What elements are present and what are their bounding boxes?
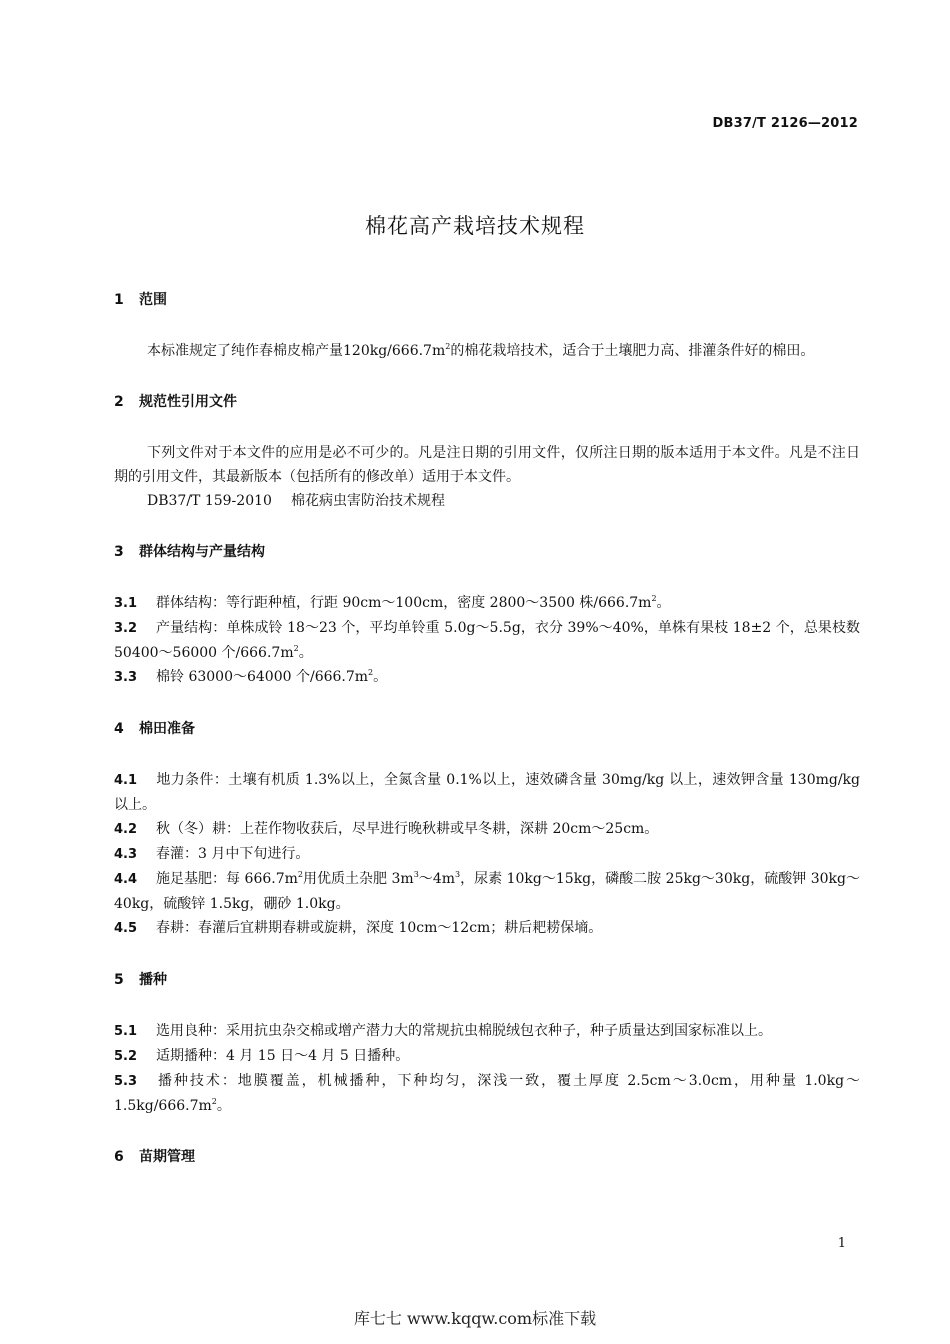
clause-number: 4.5 [114, 921, 138, 936]
section-number: 2 [114, 394, 124, 410]
document-code: DB37/T 2126—2012 [712, 116, 858, 131]
section-title: 播种 [139, 972, 167, 988]
text-run: 春耕：春灌后宜耕期春耕或旋耕，深度 10cm～12cm；耕后耙耢保墒。 [156, 920, 603, 936]
clause-5-2 [114, 1044, 860, 1069]
clause-4-5 [114, 916, 860, 941]
text-run: ，尿素 10kg～15kg，磷酸二胺 25kg～30kg，硫酸钾 30kg～40kg，硫酸锌 1.5kg，硼砂 1.0kg。 [114, 871, 860, 912]
clause-number: 3.2 [114, 621, 138, 636]
section-number: 5 [114, 972, 124, 988]
text-run: 。 [656, 595, 671, 611]
clause-number: 3.1 [114, 596, 138, 611]
clause-5-1 [114, 1019, 860, 1044]
superscript: 2 [297, 870, 303, 879]
text-run: ～4m [418, 871, 455, 887]
document-body [114, 288, 860, 1169]
superscript: 3 [455, 870, 461, 879]
text-run: 地力条件：土壤有机质 1.3%以上，全氮含量 0.1%以上，速效磷含量 30mg/kg 以上，速效钾含量 130mg/kg 以上。 [114, 772, 860, 813]
text-run: 施足基肥：每 666.7m [156, 871, 298, 887]
section-2-heading [114, 390, 860, 414]
clause-4-3 [114, 842, 860, 867]
section-title: 规范性引用文件 [139, 394, 237, 410]
text-run: 春灌：3 月中下旬进行。 [156, 846, 310, 862]
clause-4-1 [114, 768, 860, 817]
section-2-paragraph: 下列文件对于本文件的应用是必不可少的。凡是注日期的引用文件，仅所注日期的版本适用于本文件。凡是不注日期的引用文件，其最新版本（包括所有的修改单）适用于本文件。 [114, 445, 860, 485]
clause-5-3 [114, 1069, 860, 1118]
section-title: 范围 [139, 292, 167, 308]
text-run: 。 [216, 1098, 231, 1114]
clause-4-4 [114, 867, 860, 916]
text-run: 本标准规定了纯作春棉皮棉产量120kg/666.7m [147, 343, 446, 359]
text-run: 。 [298, 645, 313, 661]
text-run: 产量结构：单株成铃 18～23 个，平均单铃重 5.0g～5.5g，衣分 39%～40%，单株有果枝 18±2 个，总果枝数 50400～56000 个/666.7m [114, 620, 860, 661]
page-number: 1 [837, 1236, 846, 1251]
superscript: 2 [651, 594, 657, 603]
text-run: 选用良种：采用抗虫杂交棉或增产潜力大的常规抗虫棉脱绒包衣种子，种子质量达到国家标准以上。 [156, 1023, 772, 1039]
section-1-paragraph [114, 339, 860, 363]
text-run: 秋（冬）耕：上茬作物收获后，尽早进行晚秋耕或早冬耕，深耕 20cm～25cm。 [156, 821, 659, 837]
section-1-heading [114, 288, 860, 312]
section-title: 棉田准备 [139, 721, 195, 737]
section-number: 6 [114, 1149, 124, 1165]
document-title: 棉花高产栽培技术规程 [365, 214, 585, 238]
clause-number: 4.2 [114, 822, 138, 837]
section-5-heading [114, 968, 860, 992]
clause-number: 5.2 [114, 1049, 138, 1064]
text-run: 群体结构：等行距种植，行距 90cm～100cm，密度 2800～3500 株/666.7m [156, 595, 652, 611]
clause-3-2 [114, 616, 860, 665]
clause-number: 4.4 [114, 872, 138, 887]
footer-watermark: 库七七 www.kqqw.com标准下载 [353, 1309, 597, 1328]
superscript: 3 [413, 870, 419, 879]
clause-3-1 [114, 591, 860, 616]
text-run: 棉铃 63000～64000 个/666.7m [156, 669, 369, 685]
section-number: 4 [114, 721, 124, 737]
clause-number: 5.3 [114, 1074, 138, 1089]
text-run: 适期播种：4 月 15 日～4 月 5 日播种。 [156, 1048, 410, 1064]
text-run: 用优质土杂肥 3m [302, 871, 414, 887]
section-6-heading [114, 1145, 860, 1169]
reference-code: DB37/T 159-2010 [147, 493, 272, 509]
superscript: 2 [368, 668, 374, 677]
clause-3-3 [114, 665, 860, 690]
clause-number: 4.3 [114, 847, 138, 862]
text-run: 播种技术：地膜覆盖，机械播种，下种均匀，深浅一致，覆土厚度 2.5cm～3.0cm，用种量 1.0kg～1.5kg/666.7m [114, 1073, 860, 1114]
reference-title: 棉花病虫害防治技术规程 [291, 493, 445, 509]
text-run: 的棉花栽培技术，适合于土壤肥力高、排灌条件好的棉田。 [450, 343, 815, 359]
section-number: 3 [114, 544, 124, 560]
text-run: 。 [373, 669, 388, 685]
clause-4-2 [114, 817, 860, 842]
section-number: 1 [114, 292, 124, 308]
clause-number: 4.1 [114, 773, 138, 788]
section-title: 群体结构与产量结构 [139, 544, 265, 560]
section-title: 苗期管理 [139, 1149, 195, 1165]
section-4-heading [114, 717, 860, 741]
superscript: 2 [293, 644, 299, 653]
normative-reference [114, 489, 860, 513]
clause-number: 3.3 [114, 670, 138, 685]
clause-number: 5.1 [114, 1024, 138, 1039]
superscript: 2 [211, 1097, 217, 1106]
section-3-heading [114, 540, 860, 564]
superscript: 2 [445, 342, 451, 351]
